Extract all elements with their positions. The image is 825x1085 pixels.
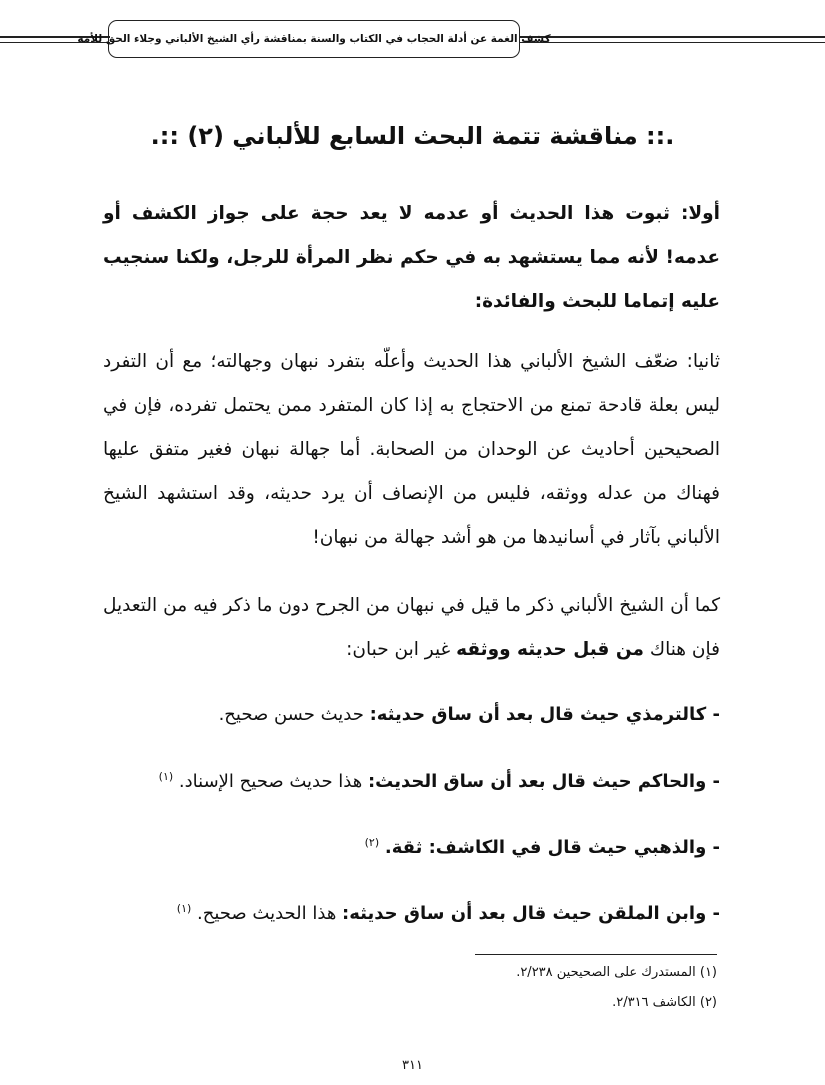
header-rule-right-thin [520, 42, 825, 43]
paragraph-third-end: غير ابن حبان: [346, 639, 457, 660]
footnote-ref[interactable]: (١) [176, 902, 192, 915]
list-item-quote: حديث حسن صحيح. [218, 704, 370, 725]
list-item-quote: هذا الحديث صحيح. [197, 903, 343, 924]
list-item-lead: - كالترمذي حيث قال بعد أن ساق حديثه: [369, 704, 720, 725]
list-item-quote: ثقة. [384, 837, 429, 858]
paragraph-first: أولا: ثبوت هذا الحديث أو عدمه لا يعد حجة على جواز الكشف أو عدمه! لأنه مما يستشهد به في حكم نظر المرأة للرجل، ولكنا سنجيب عليه إتماما للبحث والفائدة: [103, 203, 720, 312]
footnote: (١) المستدرك على الصحيحين ٢/٢٣٨. [516, 965, 717, 980]
list-item [103, 828, 720, 863]
paragraph-second: ثانيا: ضعّف الشيخ الألباني هذا الحديث وأعلّه بتفرد نبهان وجهالته؛ مع أن التفرد ليس بعلة قادحة تمنع من الاحتجاج به إذا كان المتفرد ممن يحتمل تفرده، فإن في الصحيحين أحاديث عن الوحدان من الصحابة. أما جهالة نبهان فغير متفق عليها فهناك من عدله ووثقه، فليس من الإنصاف أن يرد حديثه، وقد استشهد الشيخ الألباني بآثار في أسانيدها من هو أشد جهالة من نبهان! [103, 351, 720, 548]
footnote-divider [475, 954, 717, 955]
list-item [103, 762, 720, 797]
list-item [103, 700, 720, 730]
paragraph-third-bold: من قبل حديثه ووثقه [456, 639, 644, 660]
list-item-lead: - والحاكم حيث قال بعد أن ساق الحديث: [367, 771, 720, 792]
header-rule-right [520, 36, 825, 38]
page-number: ٣١١ [402, 1058, 423, 1073]
paragraph-third [103, 584, 720, 672]
list-item [103, 894, 720, 929]
footnote-ref[interactable]: (١) [158, 770, 174, 783]
footnote: (٢) الكاشف ٢/٣١٦. [612, 995, 717, 1010]
footnote-ref[interactable]: (٢) [364, 836, 380, 849]
list-item-lead: - والذهبي حيث قال في الكاشف: [428, 837, 720, 858]
running-title: كشف الغمة عن أدلة الحجاب في الكتاب والسنة بمناقشة رأي الشيخ الألباني وجلاء الحق للأمة [108, 20, 520, 58]
running-header [0, 20, 825, 60]
section-title: .:: مناقشة تتمة البحث السابع للألباني (٢) ::. [150, 122, 675, 150]
paragraph-third-start: كما أن الشيخ الألباني ذكر ما قيل في نبهان من الجرح دون ما ذكر فيه من التعديل فإن هناك [103, 595, 720, 660]
list-item-lead: - وابن الملقن حيث قال بعد أن ساق حديثه: [342, 903, 720, 924]
list-item-quote: هذا حديث صحيح الإسناد. [178, 771, 368, 792]
